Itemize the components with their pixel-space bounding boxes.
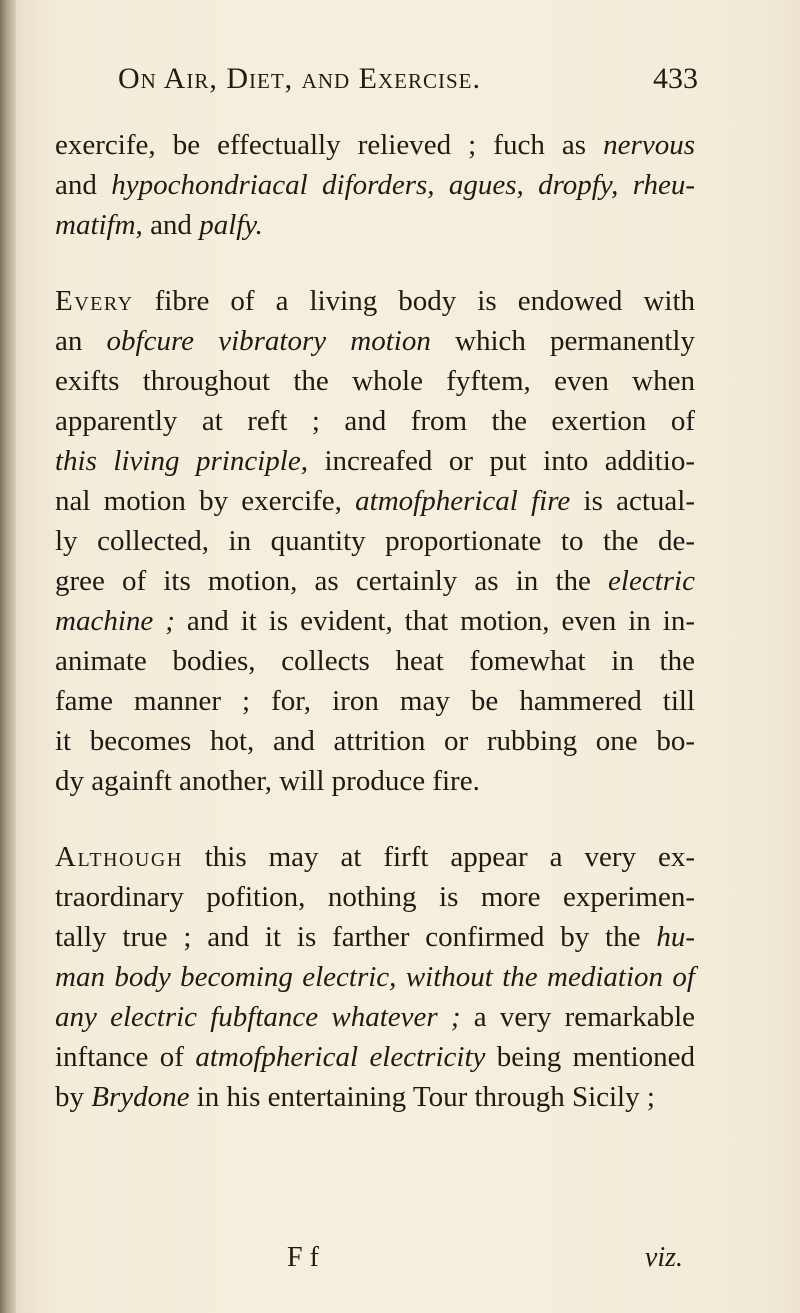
italic-text: nervous	[603, 129, 695, 161]
italic-text: palfy.	[199, 209, 263, 241]
text-segment: increafed or put into additio-	[307, 445, 695, 477]
text-segment: a very remarkable	[460, 1001, 695, 1033]
text-segment: inftance of	[55, 1041, 196, 1073]
text-line	[55, 1037, 695, 1077]
text-segment: being mentioned	[485, 1041, 696, 1073]
text-segment: apparently at reft ; and from the exertion of	[55, 405, 695, 437]
italic-text: hypochondriacal diforders, agues, dropfy, rheu-	[111, 169, 695, 201]
italic-text: this living principle,	[55, 445, 308, 477]
text-segment: in his entertaining Tour through Sicily ;	[189, 1081, 655, 1113]
text-line	[55, 601, 695, 641]
small-caps-text: Every	[55, 285, 134, 317]
text-segment: nal motion by exercife,	[55, 485, 356, 517]
page-footer	[55, 1242, 695, 1282]
text-segment: dy againft another, will produce fire.	[55, 765, 480, 797]
body-text	[55, 125, 695, 1117]
text-line	[55, 721, 695, 761]
italic-text: electric	[608, 565, 695, 597]
text-segment: and it is evident, that motion, even in in-	[174, 605, 695, 637]
binding-edge	[0, 0, 16, 1313]
text-line	[55, 681, 695, 721]
italic-text: atmofpherical fire	[355, 485, 571, 517]
text-line	[55, 441, 695, 481]
text-line	[55, 997, 695, 1037]
text-line	[55, 481, 695, 521]
text-line	[55, 837, 695, 877]
running-head: On Air, Diet, and Exercise.	[118, 62, 481, 95]
italic-text: Brydone	[91, 1081, 190, 1113]
text-line	[55, 361, 695, 401]
text-segment: traordinary pofition, nothing is more experimen-	[55, 881, 695, 913]
text-line	[55, 205, 695, 245]
signature-mark: F f	[287, 1242, 319, 1273]
text-segment: exifts throughout the whole fyftem, even when	[55, 365, 695, 397]
text-segment: animate bodies, collects heat fomewhat in the	[55, 645, 695, 677]
text-segment: and	[142, 209, 200, 241]
text-line	[55, 1077, 695, 1117]
small-caps-text: Although	[55, 841, 183, 873]
text-line	[55, 641, 695, 681]
italic-text: machine ;	[55, 605, 175, 637]
page-header	[118, 62, 698, 106]
text-line	[55, 761, 695, 801]
italic-text: man body becoming electric, without the mediation of	[55, 961, 695, 993]
text-segment: which permanently	[430, 325, 695, 357]
paragraph-gap	[55, 801, 695, 837]
text-segment: fame manner ; for, iron may be hammered till	[55, 685, 695, 717]
text-line	[55, 321, 695, 361]
text-segment: an	[55, 325, 107, 357]
text-segment: and	[55, 169, 112, 201]
text-line	[55, 165, 695, 205]
paragraph-gap	[55, 245, 695, 281]
text-segment: is actual-	[570, 485, 695, 517]
text-segment: it becomes hot, and attrition or rubbing one bo-	[55, 725, 695, 757]
page-number: 433	[653, 62, 698, 95]
italic-text: matifm,	[55, 209, 143, 241]
text-segment: fibre of a living body is endowed with	[133, 285, 695, 317]
text-line	[55, 877, 695, 917]
text-line	[55, 561, 695, 601]
text-line	[55, 125, 695, 165]
text-line	[55, 957, 695, 997]
text-segment: this may at firft appear a very ex-	[182, 841, 695, 873]
text-segment: tally true ; and it is farther confirmed by the	[55, 921, 657, 953]
text-line	[55, 401, 695, 441]
text-segment: by	[55, 1081, 92, 1113]
italic-text: any electric fubftance whatever ;	[55, 1001, 461, 1033]
catchword: viz.	[644, 1242, 683, 1273]
text-line	[55, 281, 695, 321]
text-segment: exercife, be effectually relieved ; fuch as	[55, 129, 604, 161]
italic-text: atmofpherical electricity	[195, 1041, 486, 1073]
italic-text: obfcure vibratory motion	[106, 325, 431, 357]
italic-text: hu-	[656, 921, 695, 953]
text-line	[55, 521, 695, 561]
text-line	[55, 917, 695, 957]
text-segment: ly collected, in quantity proportionate to the de-	[55, 525, 695, 557]
text-segment: gree of its motion, as certainly as in the	[55, 565, 609, 597]
